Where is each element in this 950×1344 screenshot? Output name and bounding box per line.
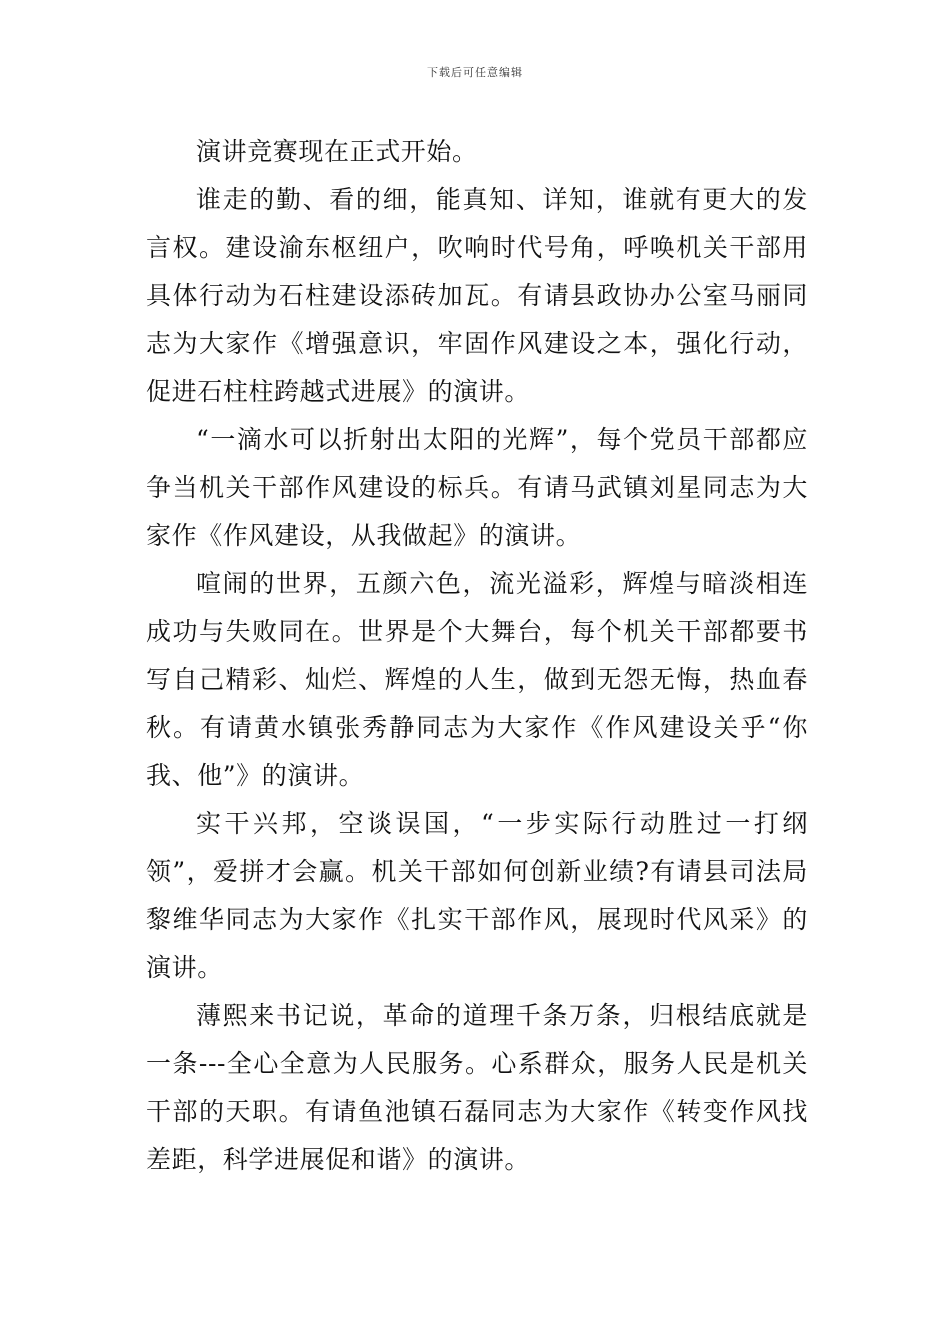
paragraph-4: 喧闹的世界，五颜六色，流光溢彩，辉煌与暗淡相连成功与失败同在。世界是个大舞台，每个机关干部都要书写自己精彩、灿烂、辉煌的人生，做到无怨无悔，热血春秋。有请黄水镇张秀静同志为大家作《作风建设关乎“你我、他”》的演讲。 [146,569,808,790]
paragraph-3: “一滴水可以折射出太阳的光辉”，每个党员干部都应争当机关干部作风建设的标兵。有请马武镇刘星同志为大家作《作风建设，从我做起》的演讲。 [146,425,808,550]
paragraph-2: 谁走的勤、看的细，能真知、详知，谁就有更大的发言权。建设渝东枢纽户，吹响时代号角，呼唤机关干部用具体行动为石柱建设添砖加瓦。有请县政协办公室马丽同志为大家作《增强意识，牢固作风建设之本，强化行动，促进石柱柱跨越式进展》的演讲。 [146,185,808,406]
page-header: 下载后可任意编辑 [427,66,523,79]
document-body [146,128,808,1184]
paragraph-1: 演讲竞赛现在正式开始。 [196,137,478,166]
paragraph-5: 实干兴邦，空谈误国，“一步实际行动胜过一打纲领”，爱拼才会赢。机关干部如何创新业绩?有请县司法局黎维华同志为大家作《扎实干部作风，展现时代风采》的演讲。 [146,809,808,982]
paragraph-6: 薄熙来书记说，革命的道理千条万条，归根结底就是一条---全心全意为人民服务。心系群众，服务人民是机关干部的天职。有请鱼池镇石磊同志为大家作《转变作风找差距，科学进展促和谐》的演讲。 [146,1001,808,1174]
